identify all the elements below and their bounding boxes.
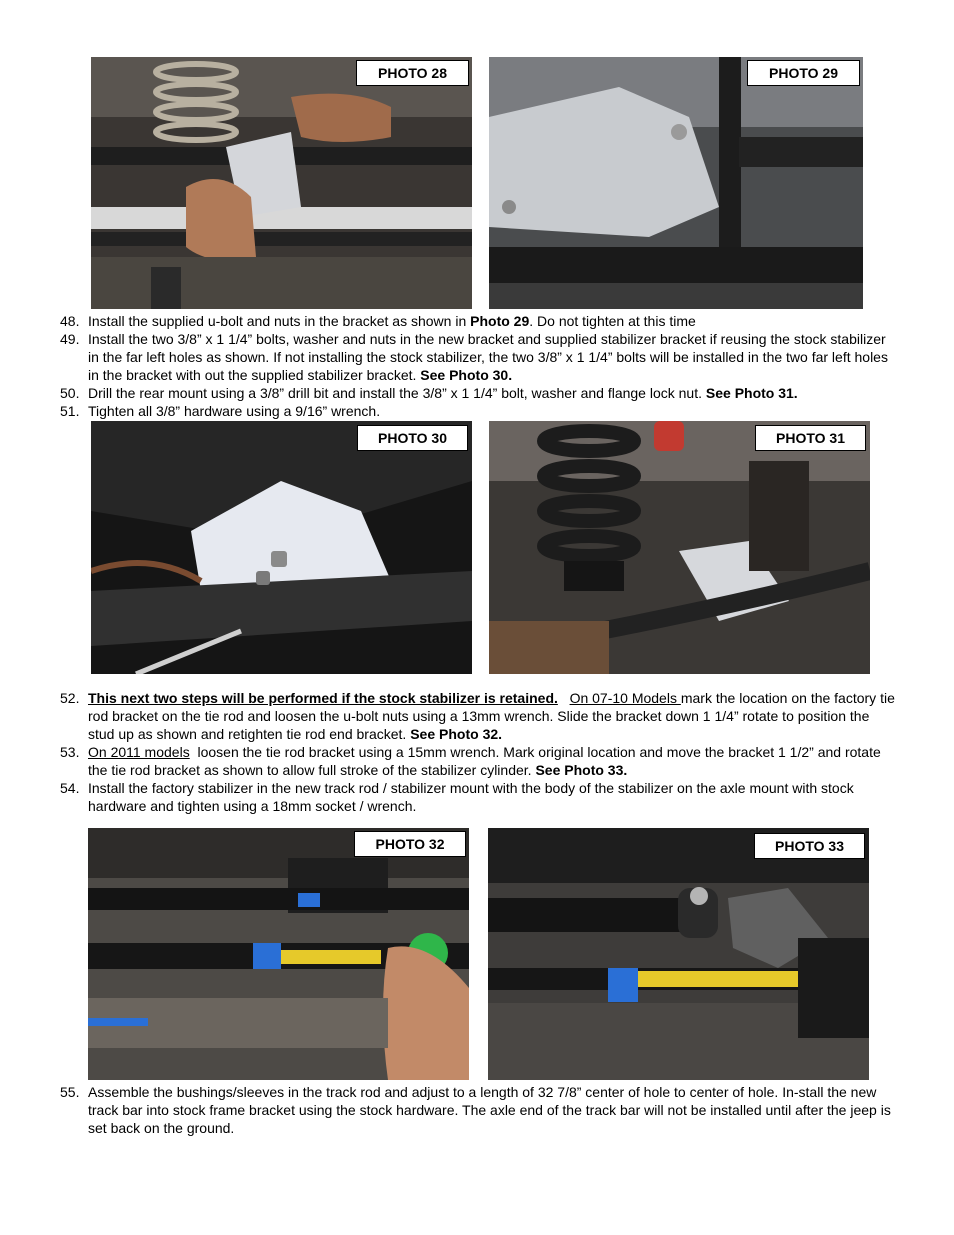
- photo-label: PHOTO 31: [755, 425, 866, 451]
- step-53: [60, 743, 895, 779]
- photo-label: PHOTO 32: [354, 831, 466, 857]
- step-number: 48.: [60, 313, 80, 329]
- photo-33: [488, 828, 869, 1080]
- photo-31-image: [489, 421, 870, 674]
- photo-30: [91, 421, 472, 674]
- model-range: On 07-10 Models: [569, 690, 681, 706]
- photo-ref: Photo 29: [470, 313, 530, 329]
- step-52: [60, 689, 895, 743]
- step-number: 50.: [60, 385, 80, 401]
- step-number: 51.: [60, 403, 80, 419]
- step-number: 52.: [60, 690, 80, 706]
- photo-29: [489, 57, 863, 309]
- photo-30-image: [91, 421, 472, 674]
- text: mark the location on the factory tie rod bracket on the tie rod and loosen the u-bolt nuts using a 13mm wrench. Slide the bracket down 1 1/4” rotate to position the stud up as shown and retighten tie rod end bracket.: [88, 690, 895, 742]
- step-text: [88, 743, 895, 779]
- condition-note: This next two steps will be performed if the stock stabilizer is retained.: [88, 690, 558, 706]
- step-text: Assemble the bushings/sleeves in the track rod and adjust to a length of 32 7/8” center of hole to center of hole. In-stall the new track bar into stock frame bracket using the stock hardware. The axle end of the track bar will not be installed until after the jeep is set back on the ground.: [88, 1084, 891, 1136]
- text: Drill the rear mount using a 3/8” drill bit and install the 3/8” x 1 1/4” bolt, washer and flange lock nut.: [88, 385, 706, 401]
- photo-ref: See Photo 30.: [420, 367, 513, 383]
- photo-32-image: [88, 828, 469, 1080]
- step-text: [88, 330, 895, 384]
- step-48: [60, 312, 895, 330]
- step-text: Install the factory stabilizer in the new track rod / stabilizer mount with the body of the stabilizer on the axle mount with stock hardware and tighten using a 18mm socket / wrench.: [88, 780, 854, 814]
- photo-label: PHOTO 28: [356, 60, 469, 86]
- step-text: Tighten all 3/8” hardware using a 9/16” wrench.: [88, 403, 381, 419]
- text: [558, 690, 570, 706]
- text: . Do not tighten at this time: [529, 313, 696, 329]
- model-range: On 2011 models: [88, 744, 190, 760]
- text: Install the two 3/8” x 1 1/4” bolts, washer and nuts in the new bracket and supplied stabilizer bracket if reusing the stock stabilizer in the far left holes as shown. If not installing the stock stabilizer, the two 3/8” x 1 1/4” bolts will be installed in the two far left holes in the bracket with out the supplied stabilizer bracket.: [88, 331, 888, 383]
- photo-label: PHOTO 29: [747, 60, 860, 86]
- photo-31: [489, 421, 870, 674]
- step-text: [88, 689, 895, 743]
- photo-32: [88, 828, 469, 1080]
- step-text: [88, 312, 895, 330]
- photo-label: PHOTO 33: [754, 833, 865, 859]
- step-number: 55.: [60, 1084, 80, 1100]
- step-50: [60, 384, 895, 402]
- step-number: 54.: [60, 780, 80, 796]
- step-text: [88, 384, 895, 402]
- step-55: [60, 1083, 895, 1137]
- photo-ref: See Photo 33.: [535, 762, 628, 778]
- text: loosen the tie rod bracket using a 15mm wrench. Mark original location and move the bracket 1 1/2” and rotate the tie rod bracket as shown to allow full stroke of the stabilizer cylinder.: [88, 744, 885, 778]
- step-number: 53.: [60, 744, 80, 760]
- step-49: [60, 330, 895, 384]
- step-51: [60, 402, 895, 420]
- photo-ref: See Photo 31.: [705, 385, 798, 401]
- photo-28: [91, 57, 472, 309]
- photo-label: PHOTO 30: [357, 425, 468, 451]
- text: Install the supplied u-bolt and nuts in the bracket as shown in: [88, 313, 471, 329]
- photo-33-image: [488, 828, 869, 1080]
- step-number: 49.: [60, 331, 80, 347]
- photo-ref: See Photo 32.: [410, 726, 503, 742]
- step-54: [60, 779, 895, 815]
- photo-28-image: [91, 57, 472, 309]
- photo-29-image: [489, 57, 863, 309]
